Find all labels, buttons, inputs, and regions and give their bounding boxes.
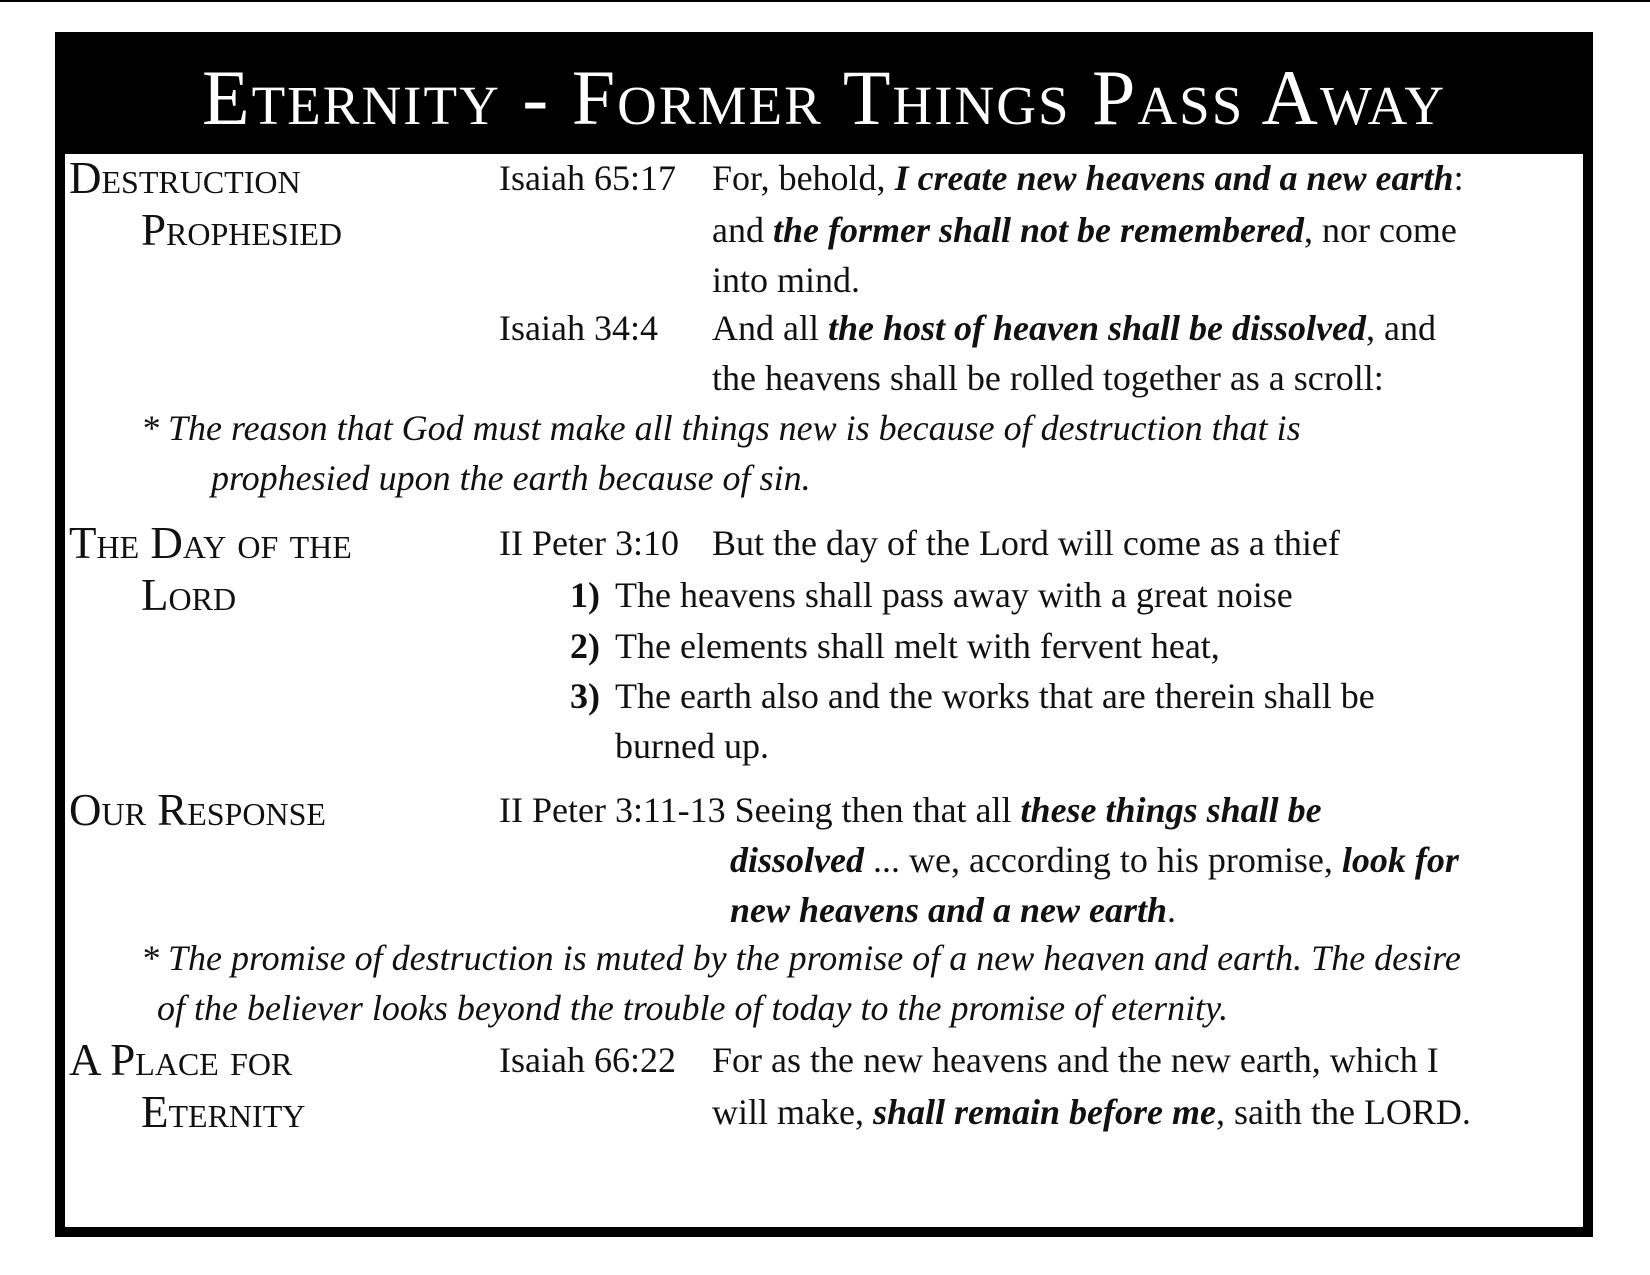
verse-text-line: the heavens shall be rolled together as a scroll: [712, 358, 1384, 398]
verse-text: Seeing then that all [734, 790, 1021, 830]
verse-text: : [1453, 158, 1464, 198]
section-heading-day-of-lord-1: The Day of the [69, 518, 352, 568]
commentary-note-cont: prophesied upon the earth because of sin. [211, 458, 811, 498]
emphasis-text: new heavens and a new earth [730, 890, 1168, 930]
verse-text-line [730, 884, 1176, 936]
page-title: Eternity - Former Things Pass Away [201, 54, 1447, 141]
list-item-cont: burned up. [615, 726, 769, 766]
verse-text: , nor come [1303, 210, 1457, 250]
emphasis-text: dissolved [730, 840, 864, 880]
section-heading-destruction-2: Prophesied [141, 205, 343, 255]
commentary-note-cont: of the believer looks beyond the trouble of today to the promise of eternity. [157, 988, 1229, 1028]
verse-text-line [730, 834, 1459, 886]
list-number: 3) [570, 676, 600, 716]
emphasis-text: the host of heaven shall be dissolved [827, 308, 1366, 348]
section-heading-place-1: A Place for [69, 1035, 293, 1085]
verse-text-line [712, 152, 1464, 204]
verse-ref-2-peter-3-11-13: II Peter 3:11-13 [499, 790, 726, 830]
top-rule [0, 0, 1650, 2]
commentary-note: * The promise of destruction is muted by the promise of a new heaven and earth. The desire [141, 938, 1461, 978]
commentary-note: * The reason that God must make all things new is because of destruction that is [141, 408, 1301, 448]
verse-text: and [712, 210, 773, 250]
emphasis-text: these things shall be [1020, 790, 1322, 830]
verse-text-line [712, 204, 1457, 256]
emphasis-text: look for [1341, 840, 1459, 880]
verse-text: And all [712, 308, 828, 348]
emphasis-text: the former shall not be remembered [772, 210, 1304, 250]
list-number: 1) [570, 575, 600, 615]
list-item: The earth also and the works that are therein shall be [615, 676, 1375, 716]
title-bar [65, 42, 1583, 154]
verse-text-line [499, 784, 1322, 836]
verse-text: ... we, according to his promise, [863, 840, 1342, 880]
section-heading-day-of-lord-2: Lord [141, 570, 237, 620]
verse-text-line: For as the new heavens and the new earth, which I [712, 1040, 1439, 1080]
verse-text: . [1167, 890, 1177, 930]
verse-text: , and [1365, 308, 1436, 348]
section-heading-response: Our Response [69, 785, 326, 835]
list-item: The heavens shall pass away with a great noise [615, 575, 1293, 615]
verse-ref-2-peter-3-10: II Peter 3:10 [499, 523, 679, 563]
section-heading-destruction-1: Destruction [69, 153, 301, 203]
verse-text: , saith the LORD. [1215, 1092, 1471, 1132]
verse-ref-isaiah-34-4: Isaiah 34:4 [499, 308, 658, 348]
verse-text-line: into mind. [712, 260, 861, 300]
list-number: 2) [570, 626, 600, 666]
verse-text-line [712, 1086, 1471, 1138]
verse-text-line [712, 302, 1436, 354]
verse-text: will make, [712, 1092, 873, 1132]
verse-ref-isaiah-65-17: Isaiah 65:17 [499, 158, 676, 198]
verse-text: For, behold, [712, 158, 895, 198]
verse-text-line: But the day of the Lord will come as a thief [712, 523, 1340, 563]
verse-ref-isaiah-66-22: Isaiah 66:22 [499, 1040, 676, 1080]
emphasis-text: shall remain before me [872, 1092, 1216, 1132]
section-heading-place-2: Eternity [141, 1087, 306, 1137]
emphasis-text: I create new heavens and a new earth [894, 158, 1454, 198]
document-frame [55, 32, 1593, 1237]
list-item: The elements shall melt with fervent heat, [615, 626, 1220, 666]
